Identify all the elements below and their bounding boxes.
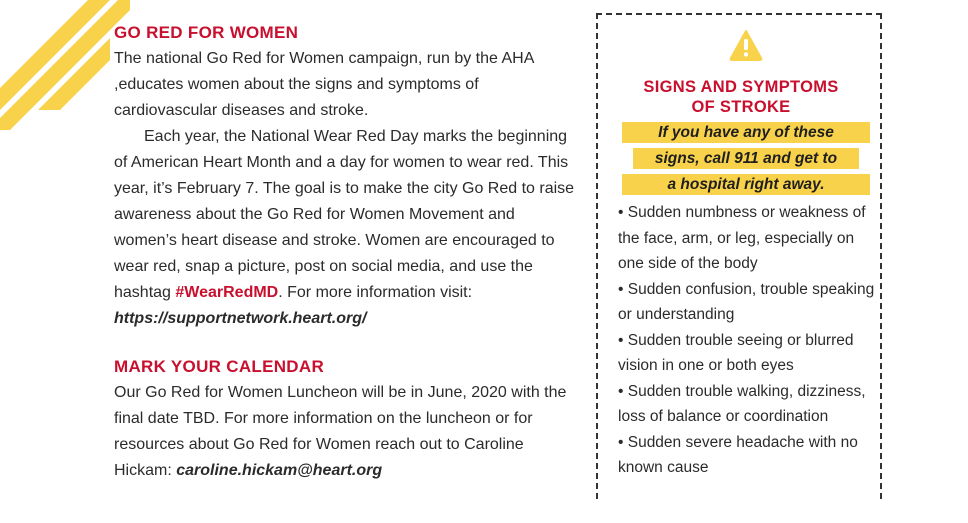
sidebar-title-line1: SIGNS AND SYMPTOMS bbox=[643, 78, 839, 96]
wear-red-text-2: . For more information visit: bbox=[278, 284, 473, 301]
section-heading-go-red: GO RED FOR WOMEN bbox=[114, 23, 299, 42]
yellow-stripes-decoration bbox=[0, 0, 130, 130]
sidebar-title bbox=[598, 77, 884, 117]
main-article bbox=[114, 20, 576, 484]
list-item: • Sudden severe headache with no known cause bbox=[618, 433, 858, 476]
list-item: • Sudden confusion, trouble speaking or understanding bbox=[618, 280, 875, 323]
stroke-sidebar bbox=[596, 13, 882, 499]
sidebar-title-line2: OF STROKE bbox=[691, 98, 791, 116]
list-item: • Sudden trouble seeing or blurred vision in one or both eyes bbox=[618, 331, 854, 374]
list-item: • Sudden numbness or weakness of the face, arm, or leg, especially on one side of the body bbox=[618, 204, 866, 272]
section-heading-calendar: MARK YOUR CALENDAR bbox=[114, 357, 325, 376]
wear-red-text: Each year, the National Wear Red Day marks the beginning of American Heart Month and a day for women to wear red. This year, it’s February 7. The goal is to make the city Go Red to raise awareness about the Go Red for Women Movement and women’s heart disease and stroke. Women are encouraged to wear red, snap a picture, post on social media, and use the hashtag bbox=[114, 128, 575, 301]
callout-line: If you have any of these bbox=[622, 122, 870, 143]
luncheon-text: Our Go Red for Women Luncheon will be in June, 2020 with the final date TBD. For more information on the luncheon or for resources about Go Red for Women reach out to Caroline Hickam: bbox=[114, 384, 567, 479]
support-url-link[interactable]: https://supportnetwork.heart.org/ bbox=[114, 310, 367, 327]
wear-red-paragraph bbox=[114, 124, 576, 332]
emergency-callout bbox=[622, 122, 870, 200]
intro-paragraph: The national Go Red for Women campaign, run by the AHA ,educates women about the signs and symptoms of cardiovascular diseases and stroke. bbox=[114, 50, 534, 119]
list-item: • Sudden trouble walking, dizziness, loss of balance or coordination bbox=[618, 382, 866, 425]
symptom-list bbox=[618, 200, 884, 481]
luncheon-paragraph bbox=[114, 380, 576, 484]
hashtag-link[interactable]: #WearRedMD bbox=[175, 284, 279, 301]
callout-line: signs, call 911 and get to bbox=[633, 148, 859, 169]
warning-icon bbox=[729, 29, 763, 61]
email-link[interactable]: caroline.hickam@heart.org bbox=[176, 462, 383, 479]
callout-line: a hospital right away. bbox=[622, 174, 870, 195]
